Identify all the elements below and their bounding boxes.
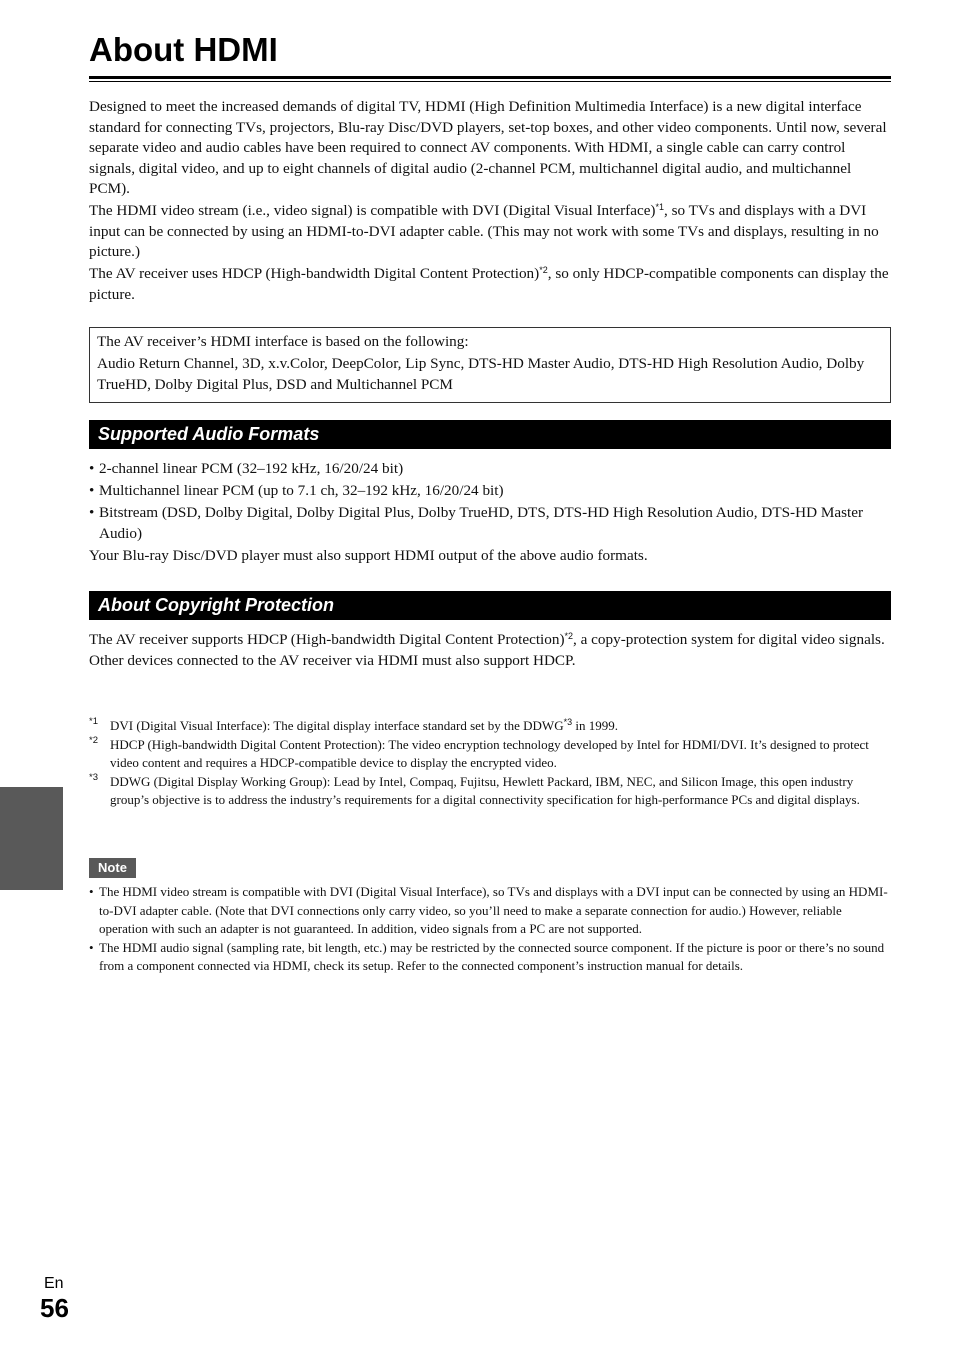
page-language: En [44,1275,64,1292]
list-item [89,459,891,480]
copyright-text-cont: , a copy-protection system for digital video signals. Other devices connected to the AV receiver via HDMI must also support HDCP. [89,631,885,669]
footnote-text: DDWG (Digital Display Working Group): Lead by Intel, Compaq, Fujitsu, Hewlett Packard, IBM, NEC, and Silicon Image, this open industry group’s objective is to address the industry’s requirements for a digital connectivity specification for high-performance PCs and digital displays. [110,773,860,807]
title-rule-thick [89,76,891,79]
list-item [89,481,891,502]
list-item-text: Bitstream (DSD, Dolby Digital, Dolby Digital Plus, Dolby TrueHD, DTS, DTS-HD High Resolution Audio, DTS-HD Master Audio) [99,504,864,542]
copyright-paragraph [89,630,891,671]
footnote-1 [89,717,891,736]
footnote-text: HDCP (High-bandwidth Digital Content Protection): The video encryption technology developed by Intel for HDMI/DVI. It’s designed to protect video content and requires a HDCP-compatible device to display the encrypted video. [110,736,869,770]
list-item [89,939,891,976]
footnote-ref-1: *1 [655,202,665,212]
audio-formats-section [89,459,891,568]
intro-paragraph-3 [89,264,891,305]
copyright-section [89,630,891,673]
list-item-text: 2-channel linear PCM (32–192 kHz, 16/20/24 bit) [99,460,404,477]
section-header-copyright: About Copyright Protection [89,591,891,620]
page-number: 56 [40,1293,69,1323]
bullet: • [89,482,95,499]
intro-paragraph-1: Designed to meet the increased demands of digital TV, HDMI (High Definition Multimedia Interface) is a new digital interface standard for connecting TVs, projectors, Blu-ray Disc/DVD players, set-top boxes, and other video components. Until now, several separate video and audio cables have been required to connect AV components. With HDMI, a single cable can carry control signals, digital video, and up to eight channels of digital audio (2-channel PCM, multichannel digital audio, and multichannel PCM). [89,98,887,197]
bullet: • [89,504,95,521]
intro-p2-text: The HDMI video stream (i.e., video signal) is compatible with DVI (Digital Visual Interface) [89,202,656,219]
intro-p3-text-cont: , so only HDCP-compatible components can display the picture. [89,265,889,303]
intro-p3-text: The AV receiver uses HDCP (High-bandwidth Digital Content Protection) [89,265,540,282]
list-item [89,503,891,544]
side-tab [0,787,63,890]
note-label: Note [89,858,136,878]
section-header-audio-formats: Supported Audio Formats [89,420,891,449]
note-text: The HDMI video stream is compatible with DVI (Digital Visual Interface), so TVs and displays with a DVI input can be connected by using an HDMI-to-DVI adapter cable. (Note that DVI connections only carry video, so you’ll need to make a separate connection for audio.) However, reliable operation with such an adapter is not guaranteed. In addition, video signals from a PC are not supported. [99,884,888,936]
list-item [89,883,891,939]
note-text: The HDMI audio signal (sampling rate, bit length, etc.) may be restricted by the connected source component. If the picture is poor or there’s no sound from a component connected via HDMI, check its setup. Refer to the connected component’s instruction manual for details. [99,939,885,973]
bullet: • [89,884,94,899]
footnote-ref-2: *2 [539,265,548,275]
audio-formats-footer: Your Blu-ray Disc/DVD player must also support HDMI output of the above audio formats. [89,546,648,564]
features-box-intro: The AV receiver’s HDMI interface is based on the following: [97,333,469,350]
bullet: • [89,939,94,955]
intro-section [89,97,891,307]
footnotes [89,717,891,810]
footnote-ref-3: *3 [563,717,573,727]
hdmi-features-box [89,327,891,403]
features-box-list: Audio Return Channel, 3D, x.v.Color, DeepColor, Lip Sync, DTS-HD Master Audio, DTS-HD High Resolution Audio, Dolby TrueHD, Dolby Digital Plus, DSD and Multichannel PCM [97,355,865,393]
bullet: • [89,460,95,477]
footnote-mark: *3 [89,771,98,783]
intro-paragraph-2 [89,201,891,263]
footnote-ref-2: *2 [564,631,574,641]
intro-p2-text-cont: , so TVs and displays with a DVI input can be connected by using an HDMI-to-DVI adapter cable. (This may not work with some TVs and displays, resulting in no picture.) [89,202,879,260]
footnote-2 [89,736,891,773]
audio-formats-list [89,459,891,544]
footnote-mark: *1 [89,716,98,727]
footnote-text: DVI (Digital Visual Interface): The digital display interface standard set by the DDWG [110,718,564,733]
page-title: About HDMI [89,31,278,68]
footnote-3 [89,773,891,810]
title-rule-thin [89,81,891,82]
footnote-text-cont: in 1999. [572,718,618,733]
footnote-mark: *2 [89,734,98,746]
notes-list [89,883,891,976]
list-item-text: Multichannel linear PCM (up to 7.1 ch, 32–192 kHz, 16/20/24 bit) [99,482,504,499]
copyright-text: The AV receiver supports HDCP (High-bandwidth Digital Content Protection) [89,631,565,648]
